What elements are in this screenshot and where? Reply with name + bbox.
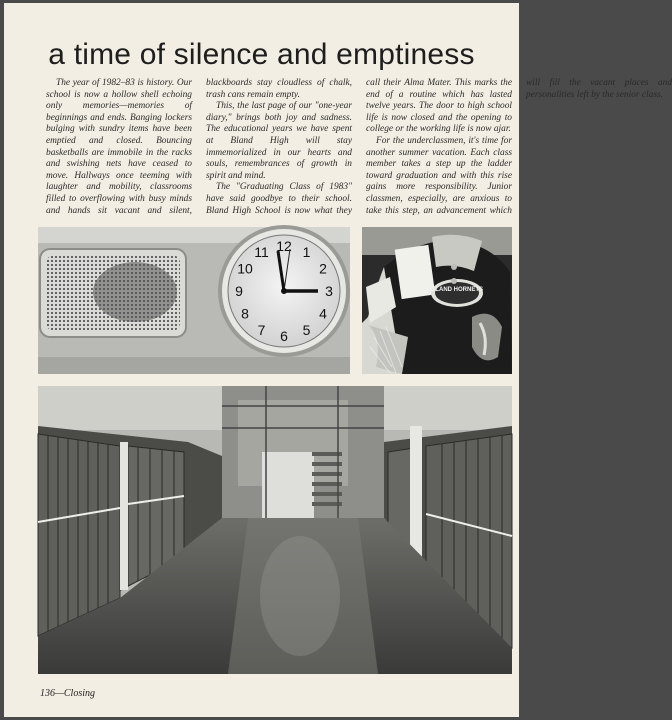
body-paragraph: For the underclassmen, it's time for another summer vacation. Each class member takes a step up the ladder toward graduation and with this rise gains more responsibility. Junior classmen, especially, are anxious to take this step, an advancement which will fill the vacant places and personalities left by the senior class.: [366, 78, 672, 216]
body-paragraph: This, the last page of our "one-year diary," brings both joy and sadness. The educational years we have spent at Bland High will stay immemorialized in our hearts and souls, remembrances of growth in spirit and mind.: [206, 101, 352, 181]
page-headline: a time of silence and emptiness: [48, 38, 475, 71]
clock-numeral: 8: [241, 305, 249, 322]
clock-numeral: 5: [302, 322, 311, 338]
clock-numeral: 1: [302, 244, 311, 260]
page-folio: 136—Closing: [40, 688, 96, 699]
clock-numeral: 4: [319, 305, 327, 322]
clock-numeral: 10: [237, 260, 253, 277]
wall-clock: [218, 225, 350, 357]
jacket-photo: [362, 227, 512, 374]
clock-numeral: 11: [254, 244, 269, 260]
body-copy: [46, 78, 672, 218]
clock-numeral: 6: [280, 328, 288, 344]
clock-numeral: 3: [325, 283, 333, 299]
speaker-grille: [40, 249, 186, 337]
clock-numeral: 2: [319, 260, 327, 277]
jacket-patch-text: BLAND HORNETS: [431, 287, 483, 293]
clock-numeral: 12: [276, 238, 292, 254]
body-paragraph: The year of 1982–83 is history. Our school is now a hollow shell echoing only memories—memories of beginnings and ends. Banging lockers bulging with sundry items have been emptied and closed. Bouncing basketballs are immobile in the racks and swishing nets have ceased to move. Hallways once teeming with laughter and mobility, classrooms filled to overflowing with busy minds and hands sit vacant and silent, blackboards stay cloudless of chalk, trash cans remain empty.: [46, 78, 352, 216]
clock-numeral: 7: [257, 322, 266, 338]
hallway-photo: [38, 386, 512, 674]
clock-numeral: 9: [235, 283, 243, 299]
clock-photo: [38, 227, 350, 374]
body-paragraph: The "Graduating Class of 1983" have said goodbye to their school. Bland High School is now what they call their Alma Mater. This marks the end of a routine which has lasted twelve years. The door to high school life is now closed and the opening to college or the working life is now ajar.: [206, 78, 512, 216]
